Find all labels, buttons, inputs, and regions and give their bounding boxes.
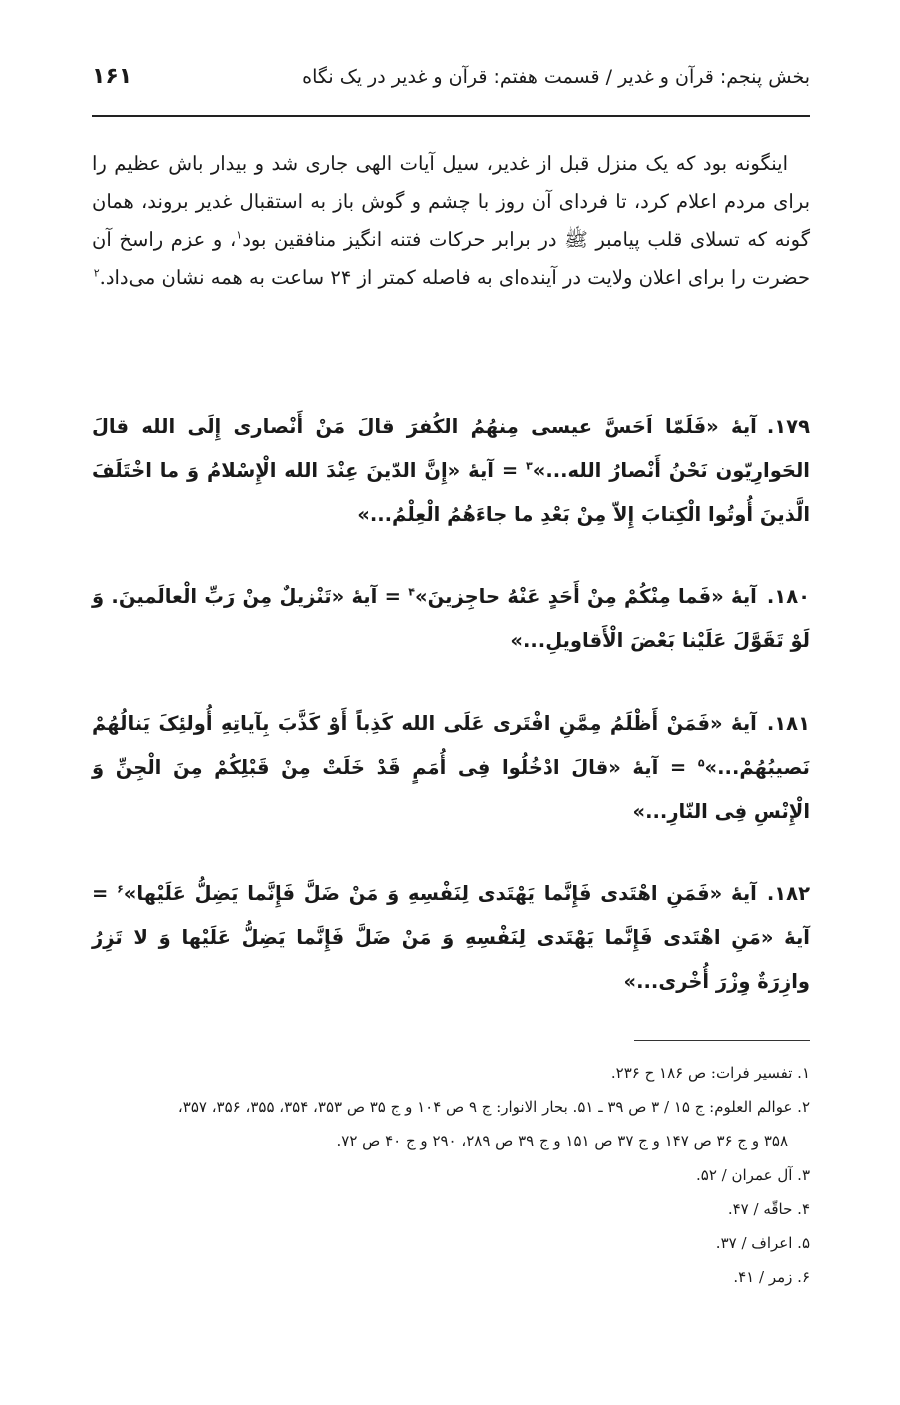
verse-181 [92, 702, 810, 834]
verse-text: آیهٔ «فَمَنْ أَظْلَمُ مِمَّنِ افْتَری عَلَی الله کَذِباً أَوْ کَذَّبَ بِآیاتِهِ أُولئِکَ یَنالُهُمْ نَصیبُهُمْ...» [92, 712, 810, 779]
footnote-ref-6[interactable]: ۶ [117, 882, 124, 896]
verse-text: آیهٔ «فَلَمّا اَحَسَّ عیسی مِنهُمُ الکُفرَ قالَ مَنْ أَنْصاری إِلَی الله قالَ الحَوارِیّون نَحْنُ أَنْصارُ الله...» [92, 415, 810, 482]
footnote-4: ۴. حاقّه / ۴۷. [727, 1200, 810, 1218]
verse-number: ۱۸۱. [766, 712, 810, 735]
verse-number: ۱۸۲. [766, 882, 810, 905]
page-header [92, 64, 810, 97]
footnote-2-continued: ۳۵۸ و ج ۳۶ ص ۱۴۷ و ج ۳۷ ص ۱۵۱ و ج ۳۹ ص ۲۸۹، ۲۹۰ و ج ۴۰ ص ۷۲. [336, 1132, 788, 1150]
footnote-2: ۲. عوالم العلوم: ج ۱۵ / ۳ ص ۳۹ ـ ۵۱. بحار الانوار: ج ۹ ص ۱۰۴ و ج ۳۵ ص ۳۵۳، ۳۵۴، ۳۵۵، ۳۵۶، ۳۵۷، [177, 1098, 810, 1116]
intro-text-2: ، و عزم راسخ آن حضرت را برای اعلان ولایت در آینده‌ای به فاصله کمتر از ۲۴ ساعت به همه نشان می‌داد. [92, 228, 810, 289]
footnote-ref-2[interactable]: ۲ [93, 266, 100, 280]
verse-text: آیهٔ «فَما مِنْکُمْ مِنْ أَحَدٍ عَنْهُ حاجِزینَ» [415, 585, 757, 608]
verse-number: ۱۸۰. [766, 585, 811, 608]
footnote-ref-5[interactable]: ۵ [697, 756, 705, 770]
footnote-3: ۳. آل عمران / ۵۲. [695, 1166, 810, 1184]
verse-text-2: = آیهٔ «إِنَّ الدّینَ عِنْدَ الله الْإِسْلامُ وَ ما اخْتَلَفَ الَّذینَ أُوتُوا الْکِتابَ إِلاّ مِنْ بَعْدِ ما جاءَهُمُ الْعِلْمُ...» [92, 459, 810, 526]
footnotes [92, 1058, 810, 1296]
footnote-ref-3[interactable]: ۳ [526, 459, 533, 473]
running-title: بخش پنجم: قرآن و غدیر / قسمت هفتم: قرآن و غدیر در یک نگاه [302, 66, 810, 88]
page-number: ۱۶۱ [92, 64, 133, 89]
footnote-ref-4[interactable]: ۴ [408, 585, 415, 599]
footnote-divider [634, 1040, 810, 1041]
verse-text: آیهٔ «فَمَنِ اهْتَدی فَإِنَّما یَهْتَدی لِنَفْسِهِ وَ مَنْ ضَلَّ فَإِنَّما یَضِلُّ عَلَیْها» [123, 882, 757, 905]
verse-182 [92, 872, 810, 1004]
verse-text-2: = آیهٔ «تَنْزیلٌ مِنْ رَبِّ الْعالَمینَ. وَ لَوْ تَقَوَّلَ عَلَیْنا بَعْضَ الْأَقاویلِ...» [92, 585, 810, 652]
intro-text: اینگونه بود که یک منزل قبل از غدیر، سیل آیات الهی جاری شد و بیدار باش عظیم را برای مردم اعلام کرد، تا فردای آن روز با چشم و گوش باز به استقبال غدیر بروند، همان گونه که تسلای قلب پیامبر ﷺ در برابر حرکات فتنه انگیز منافقین بود [92, 152, 810, 251]
verse-text-2: = آیهٔ «مَنِ اهْتَدی فَإِنَّما یَهْتَدی لِنَفْسِهِ وَ مَنْ ضَلَّ فَإِنَّما یَضِلُّ عَلَیْها وَ لا تَزِرُ وازِرَةٌ وِزْرَ أُخْری...» [92, 882, 810, 993]
verse-179 [92, 405, 810, 537]
footnote-1: ۱. تفسیر فرات: ص ۱۸۶ ح ۲۳۶. [610, 1064, 810, 1082]
footnote-6: ۶. زمر / ۴۱. [733, 1268, 810, 1286]
footnote-5: ۵. اعراف / ۳۷. [715, 1234, 810, 1252]
footnote-ref-1[interactable]: ۱ [236, 228, 243, 242]
verse-number: ۱۷۹. [766, 415, 810, 438]
header-divider [92, 115, 810, 117]
verse-text-2: = آیهٔ «قالَ ادْخُلُوا فِی أُمَمٍ قَدْ خَلَتْ مِنْ قَبْلِکُمْ مِنَ الْجِنِّ وَ الْإِنْسِ فِی النّارِ...» [92, 756, 810, 823]
verse-180 [92, 575, 810, 663]
intro-paragraph [92, 145, 810, 297]
